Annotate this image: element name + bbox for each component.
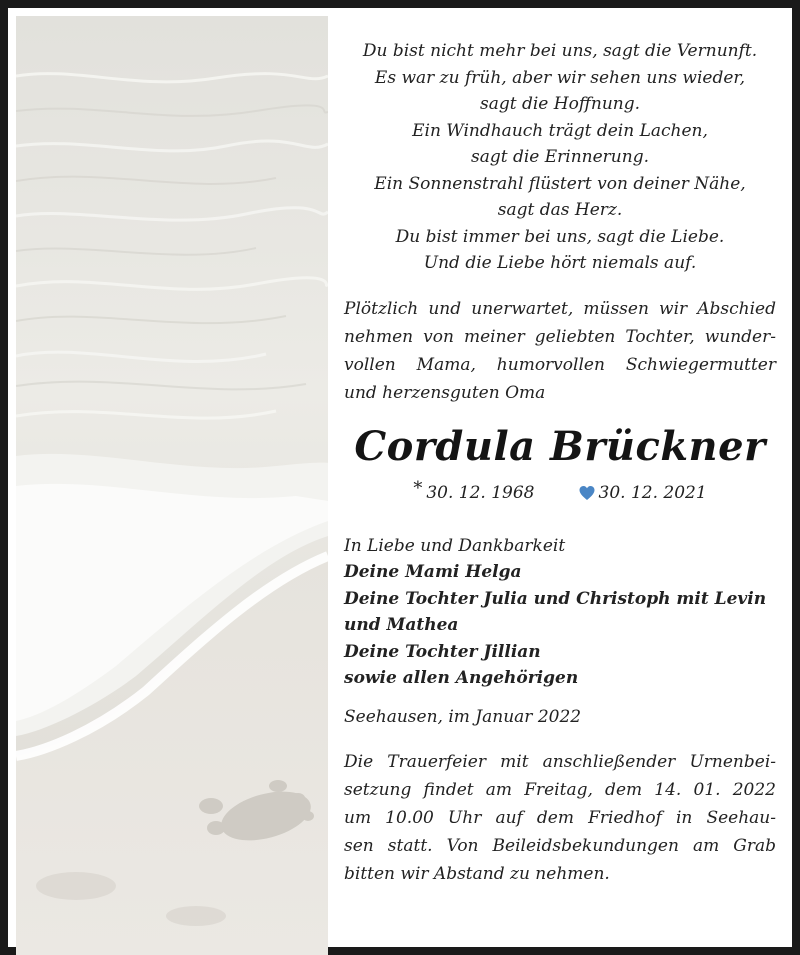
funeral-line: um 10.00 Uhr auf dem Friedhof in Seehau- [344,807,776,828]
mourner-line: Deine Tochter Jillian [344,641,541,662]
poem-line: Ein Sonnenstrahl flüstert von deiner Nähe, [374,173,746,194]
heart-icon [579,485,595,501]
beach-wave-image [16,16,328,955]
poem-line: sagt die Erinnerung. [470,147,649,167]
life-dates [344,477,776,505]
signoff-intro: In Liebe und Dankbarkeit [344,535,566,556]
signoff [344,533,776,692]
poem [344,38,776,277]
poem-line: Es war zu früh, aber wir sehen uns wieder, [374,67,746,88]
intro-line: Plötzlich und unerwartet, müssen wir Abschied [344,298,776,319]
poem-line: Du bist immer bei uns, sagt die Liebe. [395,226,725,247]
death-date-group [579,481,707,505]
poem-line: Du bist nicht mehr bei uns, sagt die Vernunft. [362,41,758,61]
obituary-text [344,38,776,888]
intro-line: nehmen von meiner geliebten Tochter, wunder- [344,326,776,347]
beach-footprint-photo [16,16,328,955]
death-date: 30. 12. 2021 [598,482,707,503]
birth-date: 30. 12. 1968 [426,482,535,503]
place-date: Seehausen, im Januar 2022 [344,706,582,727]
funeral-line: bitten wir Abstand zu nehmen. [344,863,610,884]
mourner-line: Deine Tochter Julia und Christoph mit Levin [344,588,767,609]
funeral-line: sen statt. Von Beileidsbekundungen am Grab [344,835,776,856]
poem-line: Ein Windhauch trägt dein Lachen, [412,120,708,141]
intro-line: vollen Mama, humorvollen Schwiegermutter [344,354,776,375]
intro-line: und herzensguten Oma [344,382,546,403]
funeral-line: setzung findet am Freitag, dem 14. 01. 2022 [344,779,776,800]
birth-date-group [413,477,535,505]
intro-paragraph [344,295,776,407]
mourner-line: sowie allen Angehörigen [344,668,579,688]
poem-line: sagt die Hoffnung. [480,94,640,114]
birth-star-icon: * [413,477,423,499]
funeral-info [344,748,776,888]
funeral-line: Die Trauerfeier mit anschließender Urnenbei- [344,751,776,772]
mourner-line: und Mathea [344,615,459,635]
mourner-line: Deine Mami Helga [344,562,522,582]
poem-line: Und die Liebe hört niemals auf. [423,253,697,273]
poem-line: sagt das Herz. [497,200,623,220]
deceased-name: Cordula Brückner [354,422,766,470]
